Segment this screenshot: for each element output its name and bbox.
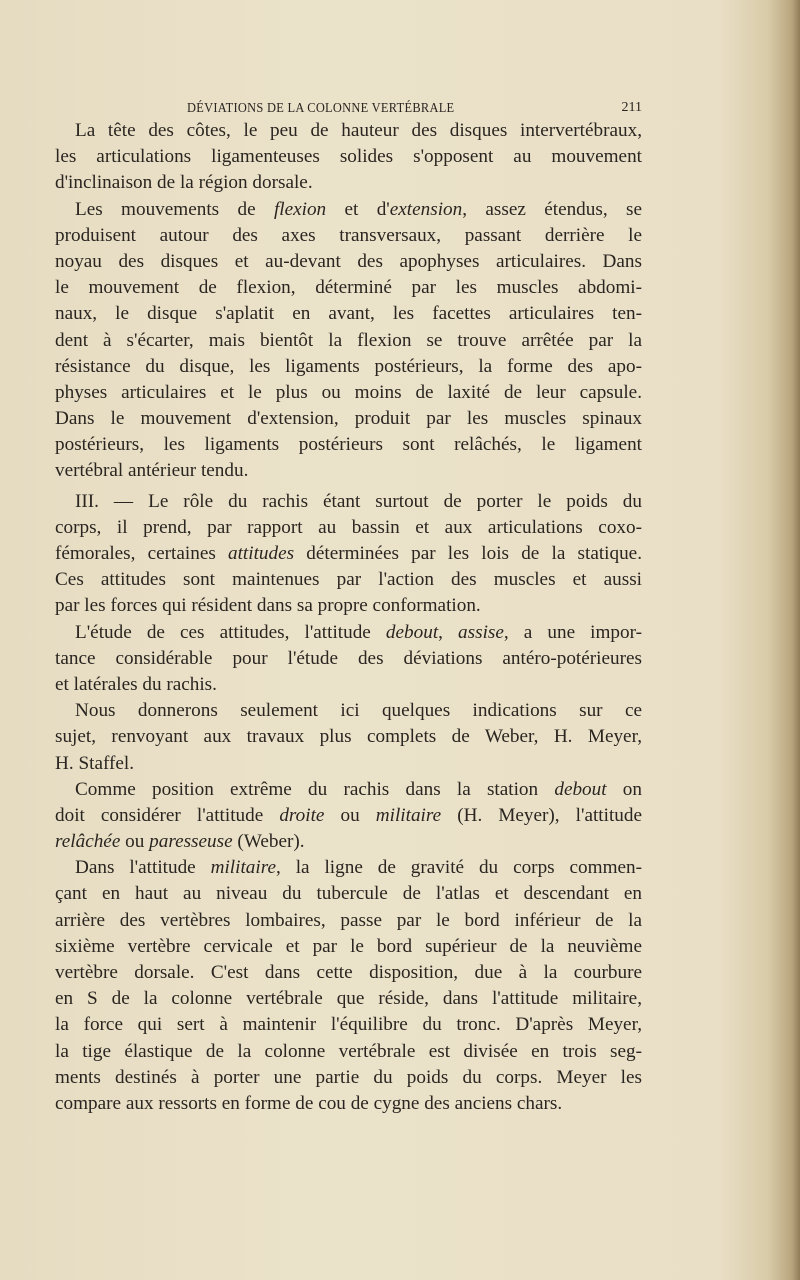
- text-line: [55, 249, 642, 275]
- text-segment: III. — Le rôle du rachis étant surtout de porter le poids du: [75, 490, 642, 512]
- text-line: [55, 541, 642, 567]
- text-segment: (H. Meyer), l'attitude: [441, 804, 643, 826]
- italic-text: flexion: [273, 198, 327, 220]
- text-segment: fémorales, certaines: [55, 543, 228, 564]
- text-segment: , assez étendus, se: [462, 198, 642, 220]
- text-line: [55, 380, 642, 406]
- text-segment: sujet, renvoyant aux travaux plus complets de Weber, H. Meyer,: [55, 726, 642, 748]
- text-segment: Dans le mouvement d'extension, produit par les muscles spinaux: [55, 408, 642, 430]
- text-line: [55, 698, 642, 724]
- text-segment: ou: [120, 831, 150, 853]
- text-line: [55, 803, 642, 829]
- text-segment: d'inclinaison de la région dorsale.: [55, 172, 313, 194]
- text-line: [55, 1091, 642, 1117]
- text-line: [55, 170, 642, 196]
- text-segment: ,: [438, 621, 459, 643]
- text-line: [55, 672, 642, 698]
- text-line: [55, 986, 642, 1012]
- text-line: [55, 593, 642, 619]
- text-line: [55, 1012, 642, 1038]
- italic-text: assise: [458, 621, 504, 643]
- text-segment: produisent autour des axes transversaux, passant derrière le: [55, 224, 642, 246]
- text-line: [55, 354, 642, 380]
- paragraph: [55, 620, 642, 699]
- text-line: [55, 777, 642, 803]
- text-line: [55, 1065, 642, 1091]
- text-line: [55, 458, 642, 484]
- text-segment: et latérales du rachis.: [55, 673, 217, 695]
- paragraph: [55, 197, 642, 485]
- text-segment: physes articulaires et le plus ou moins de laxité de leur capsule.: [55, 381, 642, 403]
- text-segment: doit considérer l'attitude: [55, 804, 280, 826]
- text-segment: (Weber).: [232, 831, 305, 853]
- text-segment: les articulations ligamenteuses solides s'opposent au mouvement: [55, 146, 642, 168]
- text-line: [55, 960, 642, 986]
- italic-text: militaire: [375, 804, 442, 826]
- text-segment: déterminées par les lois de la statique.: [294, 543, 642, 564]
- text-segment: dent à s'écarter, mais bientôt la flexion se trouve arrêtée par la: [55, 329, 642, 351]
- text-segment: le mouvement de flexion, déterminé par les muscles abdomi-: [55, 277, 642, 299]
- text-segment: corps, il prend, par rapport au bassin et aux articulations coxo-: [55, 516, 642, 538]
- text-segment: H. Staffel.: [55, 752, 135, 774]
- text-segment: , la ligne de gravité du corps commen-: [276, 857, 643, 879]
- italic-text: relâchée: [55, 831, 121, 853]
- text-line: [55, 1039, 642, 1065]
- text-segment: la force qui sert à maintenir l'équilibre du tronc. D'après Meyer,: [55, 1014, 642, 1036]
- text-line: [55, 223, 642, 249]
- text-line: [55, 646, 642, 672]
- text-segment: La tête des côtes, le peu de hauteur des disques intervertébraux,: [75, 120, 642, 141]
- text-segment: compare aux ressorts en forme de cou de cygne des anciens chars.: [55, 1092, 563, 1114]
- text-segment: ou: [324, 804, 376, 826]
- text-line: [55, 489, 642, 515]
- text-line: [55, 751, 642, 777]
- text-line: [55, 515, 642, 541]
- body-text: [55, 118, 642, 1117]
- text-segment: Ces attitudes sont maintenues par l'action des muscles et aussi: [55, 569, 642, 591]
- text-segment: L'étude de ces attitudes, l'attitude: [75, 621, 386, 643]
- italic-text: attitudes: [227, 543, 295, 564]
- italic-text: paresseuse: [149, 831, 233, 853]
- italic-text: debout: [385, 621, 439, 643]
- text-segment: ments destinés à porter une partie du poids du corps. Meyer les: [55, 1066, 642, 1088]
- text-line: [55, 144, 642, 170]
- text-segment: vertébral antérieur tendu.: [55, 460, 249, 482]
- text-segment: postérieurs, les ligaments postérieurs sont relâchés, le ligament: [55, 434, 642, 456]
- text-line: [55, 197, 642, 223]
- text-line: [55, 118, 642, 144]
- paragraph: [55, 855, 642, 1117]
- running-title: DÉVIATIONS DE LA COLONNE VERTÉBRALE: [187, 100, 455, 115]
- text-segment: Nous donnerons seulement ici quelques indications sur ce: [75, 700, 642, 722]
- text-segment: en S de la colonne vertébrale que réside, dans l'attitude militaire,: [55, 988, 642, 1010]
- paragraph: [55, 698, 642, 777]
- text-line: [55, 855, 642, 881]
- text-segment: noyau des disques et au-devant des apophyses articulaires. Dans: [55, 250, 642, 272]
- text-segment: et d': [326, 198, 390, 220]
- text-line: [55, 908, 642, 934]
- text-line: [55, 934, 642, 960]
- running-header: [55, 100, 642, 120]
- text-line: [55, 724, 642, 750]
- text-line: [55, 406, 642, 432]
- paragraph: [55, 777, 642, 856]
- italic-text: militaire: [210, 857, 276, 879]
- text-line: [55, 328, 642, 354]
- text-line: [55, 567, 642, 593]
- text-segment: tance considérable pour l'étude des déviations antéro-potérieures: [55, 647, 642, 669]
- text-segment: résistance du disque, les ligaments postérieurs, la forme des apo-: [55, 355, 642, 377]
- text-segment: sixième vertèbre cervicale et par le bord supérieur de la neuvième: [55, 935, 642, 957]
- text-segment: par les forces qui résident dans sa propre conformation.: [55, 595, 481, 617]
- paragraph: [55, 489, 642, 620]
- text-segment: on: [606, 778, 642, 800]
- text-segment: la tige élastique de la colonne vertébrale est divisée en trois seg-: [55, 1040, 642, 1062]
- text-segment: naux, le disque s'aplatit en avant, les facettes articulaires ten-: [55, 303, 642, 325]
- text-line: [55, 881, 642, 907]
- text-segment: vertèbre dorsale. C'est dans cette disposition, due à la courbure: [55, 962, 642, 983]
- text-line: [55, 275, 642, 301]
- paragraph: [55, 118, 642, 197]
- text-line: [55, 432, 642, 458]
- text-segment: Comme position extrême du rachis dans la station: [75, 778, 555, 800]
- text-segment: Les mouvements de: [75, 198, 274, 220]
- text-line: [55, 620, 642, 646]
- italic-text: debout: [554, 778, 607, 800]
- italic-text: droite: [279, 804, 325, 826]
- text-segment: arrière des vertèbres lombaires, passe par le bord inférieur de la: [55, 909, 642, 931]
- page-number: 211: [621, 100, 642, 115]
- italic-text: extension: [389, 198, 463, 220]
- text-segment: çant en haut au niveau du tubercule de l'atlas et descendant en: [55, 883, 642, 905]
- text-segment: , a une impor-: [503, 621, 643, 643]
- text-line: [55, 301, 642, 327]
- text-segment: Dans l'attitude: [75, 857, 211, 879]
- text-line: [55, 829, 642, 855]
